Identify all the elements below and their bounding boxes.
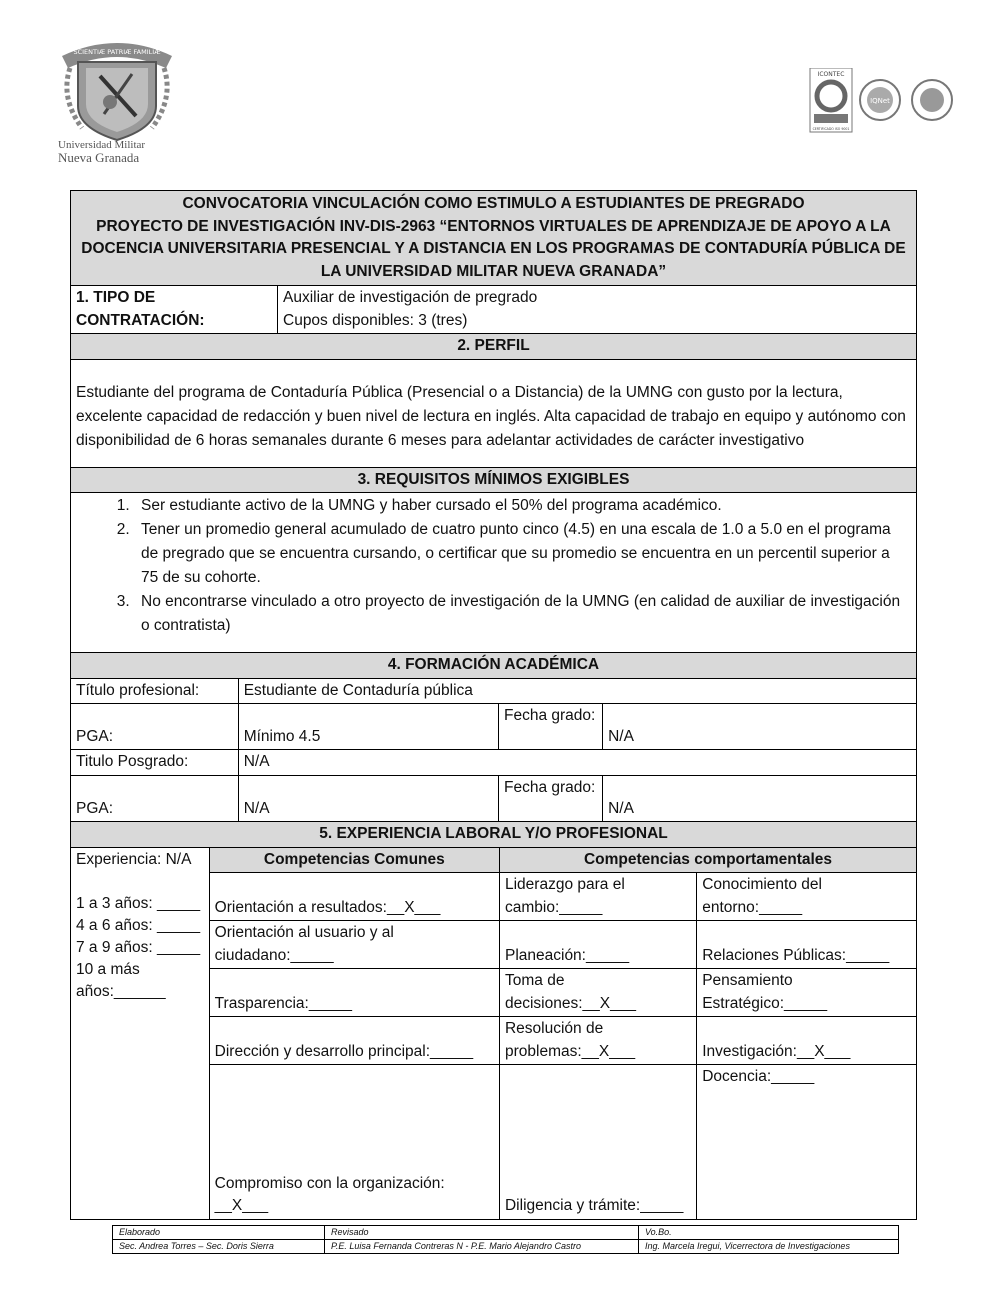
competencia-comportamental: Docencia:_____ (697, 1065, 916, 1219)
convocatoria-table (70, 190, 917, 1220)
experiencia-7-9: 7 a 9 años: _____ (76, 938, 201, 956)
titulo-profesional-value: Estudiante de Contaduría pública (238, 679, 916, 704)
requisitos-list-cell (71, 493, 917, 653)
competencia-comportamental: Resolución de problemas:__X___ (499, 1017, 696, 1065)
pga1-value: Mínimo 4.5 (238, 704, 498, 750)
university-name-line1: Universidad Militar (58, 139, 146, 151)
titulo-posgrado-label: Titulo Posgrado: (71, 750, 238, 776)
experiencia-4-6: 4 a 6 años: _____ (76, 916, 201, 934)
fecha-grado2-label: Fecha grado: (498, 775, 602, 821)
tipo-value-line2: Cupos disponibles: 3 (tres) (283, 311, 468, 329)
competencia-comun: Compromiso con la organización: __X___ (209, 1065, 499, 1219)
requisitos-list (76, 494, 911, 638)
experiencia-heading: 5. EXPERIENCIA LABORAL Y/O PROFESIONAL (71, 822, 917, 848)
competencia-comportamental: Planeación:_____ (499, 921, 696, 969)
fecha-grado1-value: N/A (603, 704, 916, 750)
elaborado-label: Elaborado (113, 1226, 325, 1240)
competencia-comun: Orientación al usuario y al ciudadano:_____ (209, 921, 499, 969)
university-logo (52, 28, 182, 168)
experiencia-10-mas: 10 a más años:______ (76, 960, 166, 1000)
perfil-heading: 2. PERFIL (71, 334, 917, 360)
tipo-contratacion-value (278, 286, 917, 334)
elaborado-value: Sec. Andrea Torres – Sec. Doris Sierra (113, 1240, 325, 1254)
competencias-comunes-heading: Competencias Comunes (209, 848, 499, 873)
competencia-comportamental: Liderazgo para el cambio:_____ (499, 873, 696, 921)
experiencia-na: Experiencia: N/A (76, 850, 192, 868)
experiencia-1-3: 1 a 3 años: _____ (76, 894, 201, 912)
competencia-comportamental: Toma de decisiones:__X___ (499, 969, 696, 1017)
tipo-value-line1: Auxiliar de investigación de pregrado (283, 289, 538, 306)
requisitos-heading: 3. REQUISITOS MÍNIMOS EXIGIBLES (71, 467, 917, 493)
experiencia-grid (71, 847, 917, 1219)
document-title (71, 191, 917, 286)
title-line1: CONVOCATORIA VINCULACIÓN COMO ESTIMULO A ESTUDIANTES DE PREGRADO (182, 195, 805, 212)
requisito-item: 1. Ser estudiante activo de la UMNG y haber cursado el 50% del programa académico. (134, 494, 911, 518)
approval-footer (112, 1225, 899, 1254)
competencias-comportamentales-heading: Competencias comportamentales (499, 848, 916, 873)
university-name-line2: Nueva Granada (58, 150, 140, 165)
competencia-comun: Trasparencia:_____ (209, 969, 499, 1017)
competencia-comportamental: Relaciones Públicas:_____ (697, 921, 916, 969)
fecha-grado1-label: Fecha grado: (498, 704, 602, 750)
formacion-heading: 4. FORMACIÓN ACADÉMICA (71, 653, 917, 679)
icontec-sub: CERTIFICADO ISO 9001 (812, 127, 850, 131)
tipo-contratacion-label: 1. TIPO DE CONTRATACIÓN: (71, 286, 278, 334)
requisito-item: 3. No encontrarse vinculado a otro proyecto de investigación de la UMNG (en calidad de auxiliar de investigación o contratista) (134, 590, 911, 638)
iqnet-label: IQNet (870, 97, 890, 105)
revisado-label: Revisado (325, 1226, 639, 1240)
competencia-comportamental: Diligencia y trámite:_____ (499, 1065, 696, 1219)
motto-text: SCIENTIÆ PATRIÆ FAMILIÆ (73, 48, 161, 56)
perfil-text: Estudiante del programa de Contaduría Pública (Presencial o a Distancia) de la UMNG con gusto por la lectura, excelente capacidad de redacción y buen nivel de lectura en inglés. Alta capacidad de trabajo en equipo y autónomo con disponibilidad de 6 horas semanales durante 6 meses para adelantar actividades de carácter investigativo (71, 359, 917, 467)
title-line2: PROYECTO DE INVESTIGACIÓN INV-DIS-2963 “ENTORNOS VIRTUALES DE APRENDIZAJE DE APOYO A LA DOCENCIA UNIVERSITARIA PRESENCIAL Y A DISTANCIA EN LOS PROGRAMAS DE CONTADURÍA PÚBLICA DE LA UNIVERSIDAD MILITAR NUEVA GRANADA” (81, 217, 906, 280)
pga1-label: PGA: (71, 704, 238, 750)
icontec-label: ICONTEC (817, 71, 845, 78)
fecha-grado2-value: N/A (603, 775, 916, 821)
competencia-comun: Dirección y desarrollo principal:_____ (209, 1017, 499, 1065)
certification-logos (808, 68, 958, 134)
formacion-grid (71, 678, 917, 822)
vobo-value: Ing. Marcela Iregui, Vicerrectora de Investigaciones (639, 1240, 899, 1254)
vobo-label: Vo.Bo. (639, 1226, 899, 1240)
titulo-profesional-label: Título profesional: (71, 679, 238, 704)
pga2-value: N/A (238, 775, 498, 821)
competencia-comportamental: Conocimiento del entorno:_____ (697, 873, 916, 921)
competencia-comun: Orientación a resultados:__X___ (209, 873, 499, 921)
experiencia-years-column (71, 848, 209, 1219)
requisito-item: 2. Tener un promedio general acumulado de cuatro punto cinco (4.5) en una escala de 1.0 a 5.0 en el programa de pregrado que se encuentra cursando, o certificar que su promedio se encuentra en un percentil superior a 75 de su cohorte. (134, 518, 911, 590)
pga2-label: PGA: (71, 775, 238, 821)
competencia-comportamental: Investigación:__X___ (697, 1017, 916, 1065)
revisado-value: P.E. Luisa Fernanda Contreras N - P.E. Mario Alejandro Castro (325, 1240, 639, 1254)
competencia-comportamental: Pensamiento Estratégico:_____ (697, 969, 916, 1017)
titulo-posgrado-value: N/A (238, 750, 916, 776)
